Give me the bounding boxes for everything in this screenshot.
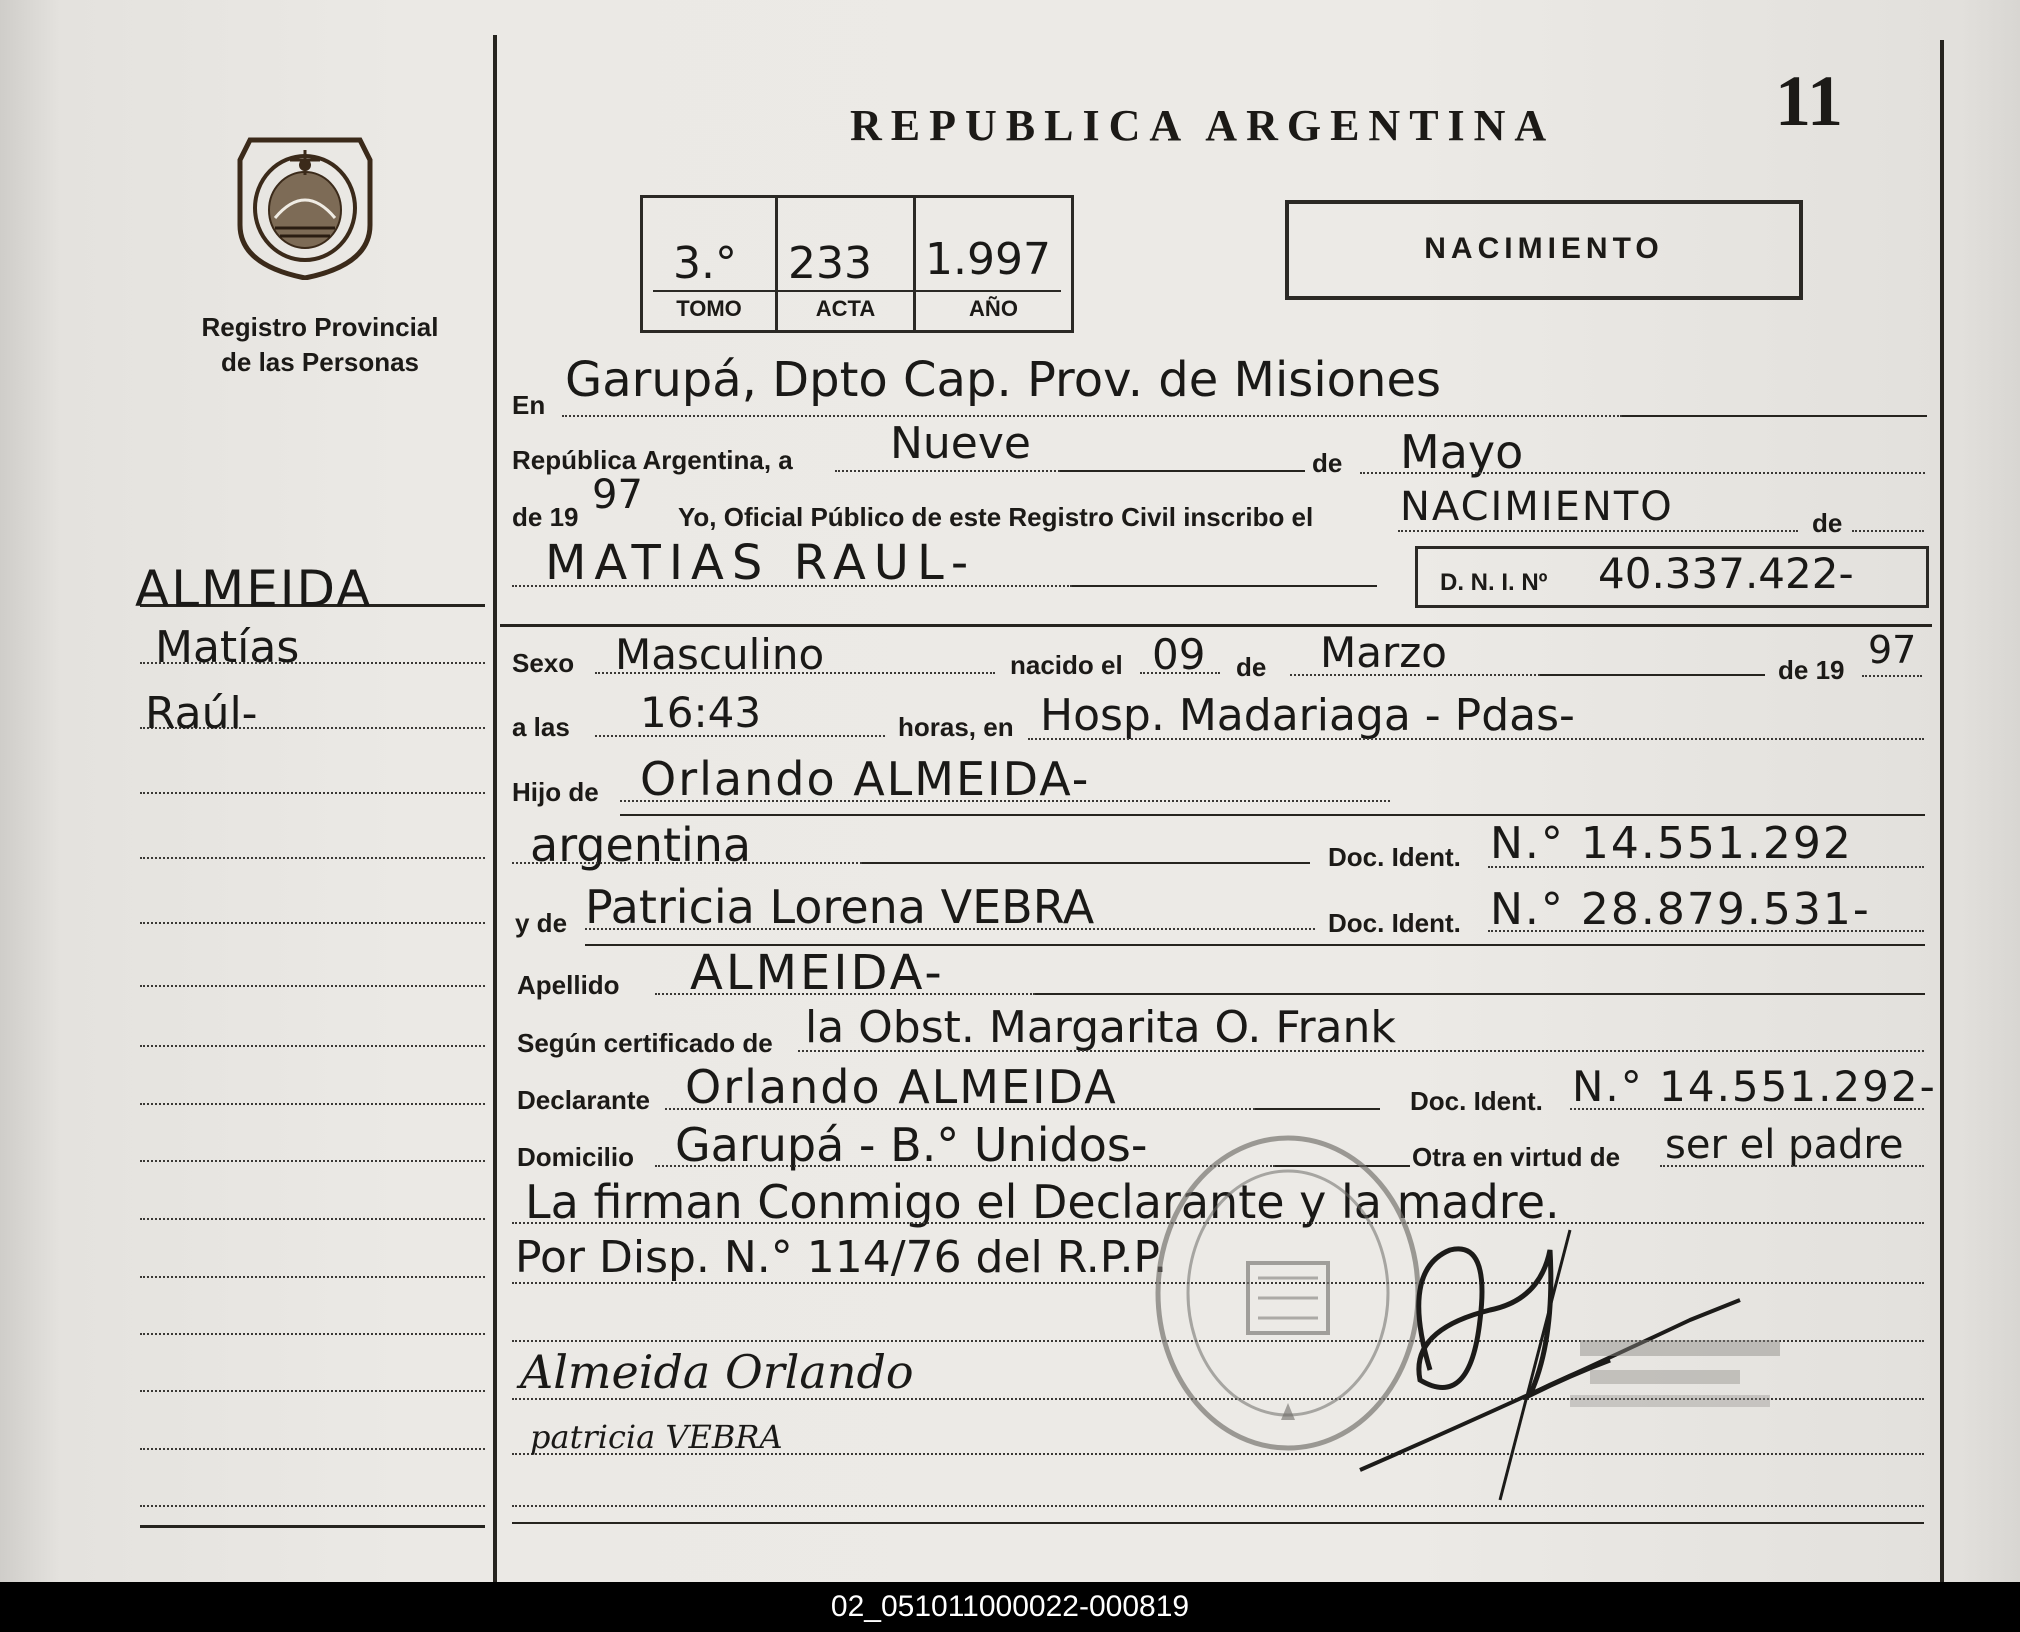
yde-label: y de <box>515 908 568 938</box>
father-nationality-field: argentina <box>530 818 752 872</box>
doc-label-1: Doc. Ident. <box>1328 842 1461 872</box>
margin-surname: ALMEIDA <box>135 560 373 618</box>
year-prefix-1: de 19 <box>512 502 579 532</box>
dni-value-field: 40.337.422- <box>1598 549 1854 598</box>
seal-emblem-icon <box>230 120 380 280</box>
form-line <box>1660 1165 1924 1167</box>
form-line <box>1255 1108 1380 1110</box>
form-line <box>1622 415 1927 417</box>
form-line <box>1072 585 1377 587</box>
dni-label: D. N. I. Nº <box>1440 569 1548 596</box>
margin-line <box>140 1390 485 1392</box>
registry-name-line1: Registro Provincial <box>201 312 439 342</box>
form-line <box>862 862 1310 864</box>
margin-first-name: Matías <box>155 622 300 673</box>
form-line <box>620 800 1390 802</box>
de-label-1: de <box>1312 448 1343 478</box>
form-line <box>1140 672 1220 674</box>
father-name-field: Orlando ALMEIDA- <box>640 752 1091 806</box>
act-type-label: NACIMIENTO <box>1424 232 1664 265</box>
note-line-1: La firman Conmigo el Declarante y la madre. <box>525 1175 1560 1229</box>
tomo-value: 3.° <box>673 238 737 289</box>
place-field: Garupá, Dpto Cap. Prov. de Misiones <box>565 352 1441 408</box>
margin-line <box>140 1276 485 1278</box>
margin-line <box>140 1045 485 1047</box>
left-column-rule <box>493 35 497 1583</box>
year-field-1: 97 <box>592 472 643 518</box>
margin-line <box>140 1505 485 1507</box>
oficial-text: Yo, Oficial Público de este Registro Civil inscribo el <box>678 502 1314 532</box>
domicilio-label: Domicilio <box>517 1142 635 1172</box>
apellido-label: Apellido <box>517 970 620 1000</box>
birth-day-field: 09 <box>1152 630 1206 679</box>
margin-line <box>140 1448 485 1450</box>
child-name-field: MATIAS RAUL- <box>545 535 977 591</box>
margin-line <box>140 985 485 987</box>
form-line <box>1028 738 1924 740</box>
registry-name-line2: de las Personas <box>221 347 419 377</box>
birth-time-field: 16:43 <box>640 688 762 737</box>
image-code-bar <box>0 1582 2020 1632</box>
horas-label: horas, en <box>898 712 1014 742</box>
doc-label-2: Doc. Ident. <box>1328 908 1461 938</box>
form-line <box>1540 674 1765 676</box>
father-signature: Almeida Orlando <box>520 1345 914 1399</box>
official-signature <box>1340 1210 1810 1510</box>
declarante-label: Declarante <box>517 1085 650 1115</box>
page-number: 11 <box>1775 61 1844 141</box>
act-written-field: NACIMIENTO <box>1400 484 1674 530</box>
father-doc-field: N.° 14.551.292 <box>1490 818 1853 869</box>
margin-bottom-rule <box>140 1525 485 1528</box>
hijo-label: Hijo de <box>512 777 599 807</box>
form-line <box>1290 674 1540 676</box>
note-line-2: Por Disp. N.° 114/76 del R.P.P. <box>515 1232 1168 1283</box>
mother-doc-field: N.° 28.879.531- <box>1490 884 1871 935</box>
birth-year-field: 97 <box>1868 628 1917 672</box>
mother-name-field: Patricia Lorena VEBRA <box>585 880 1095 934</box>
day-words-field: Nueve <box>890 418 1031 469</box>
form-line <box>620 814 1925 816</box>
form-line <box>1360 472 1925 474</box>
form-line <box>512 862 862 864</box>
margin-line <box>140 792 485 794</box>
form-line <box>1488 866 1924 868</box>
acta-label: ACTA <box>815 296 876 321</box>
apellido-field: ALMEIDA- <box>690 945 945 1001</box>
sexo-label: Sexo <box>512 648 575 678</box>
de-label-3: de <box>1236 652 1267 682</box>
domicilio-field: Garupá - B.° Unidos- <box>675 1118 1148 1172</box>
acta-value: 233 <box>788 238 872 289</box>
margin-line <box>140 1103 485 1105</box>
dni-box <box>1415 546 1929 608</box>
nacido-label: nacido el <box>1010 650 1123 680</box>
form-line <box>562 415 1622 417</box>
form-line <box>1398 530 1798 532</box>
image-code: 02_051011000022-000819 <box>830 1590 1190 1623</box>
form-line <box>595 672 995 674</box>
form-line <box>1060 470 1305 472</box>
ano-label: AÑO <box>969 296 1018 321</box>
form-line <box>835 470 1060 472</box>
declarante-doc-field: N.° 14.551.292- <box>1572 1062 1937 1111</box>
form-line <box>665 1108 1255 1110</box>
margin-line <box>140 1333 485 1335</box>
tomo-label: TOMO <box>676 296 742 321</box>
doc-label-3: Doc. Ident. <box>1410 1086 1543 1116</box>
form-line <box>1488 930 1924 932</box>
cert-label: Según certificado de <box>517 1028 773 1058</box>
section-rule <box>500 624 1932 627</box>
form-line <box>655 993 1035 995</box>
form-bottom-rule <box>512 1522 1924 1524</box>
margin-line <box>140 922 485 924</box>
official-signature-mark <box>1340 1210 1810 1510</box>
margin-line <box>140 1218 485 1220</box>
form-line <box>798 1050 1924 1052</box>
birth-place-field: Hosp. Madariaga - Pdas- <box>1040 690 1575 741</box>
reference-box <box>640 195 1074 333</box>
right-border-rule <box>1940 40 1944 1583</box>
province-seal <box>230 120 380 280</box>
margin-line <box>140 857 485 859</box>
country-title: REPUBLICA ARGENTINA <box>850 101 1556 150</box>
margin-line <box>140 1160 485 1162</box>
mother-signature: patricia VEBRA <box>530 1418 783 1456</box>
sexo-field: Masculino <box>615 630 825 679</box>
otra-field: ser el padre <box>1665 1122 1904 1168</box>
form-line <box>585 928 1315 930</box>
form-line <box>512 585 1072 587</box>
form-line <box>1862 675 1922 677</box>
month-field: Mayo <box>1400 425 1524 479</box>
rep-label: República Argentina, a <box>512 445 793 475</box>
form-line <box>595 735 885 737</box>
de-label-2: de <box>1812 508 1843 538</box>
form-line <box>1035 993 1925 995</box>
declarante-field: Orlando ALMEIDA <box>685 1060 1118 1114</box>
alas-label: a las <box>512 712 570 742</box>
form-line <box>1852 530 1924 532</box>
act-type-box <box>1285 200 1803 300</box>
birth-month-field: Marzo <box>1320 628 1447 677</box>
cert-field: la Obst. Margarita O. Frank <box>805 1002 1396 1053</box>
ano-value: 1.997 <box>925 234 1051 285</box>
form-line <box>1570 1108 1924 1110</box>
en-label: En <box>512 390 546 420</box>
year-prefix-2: de 19 <box>1778 655 1845 685</box>
otra-label: Otra en virtud de <box>1412 1142 1621 1172</box>
margin-second-name: Raúl- <box>145 688 258 739</box>
